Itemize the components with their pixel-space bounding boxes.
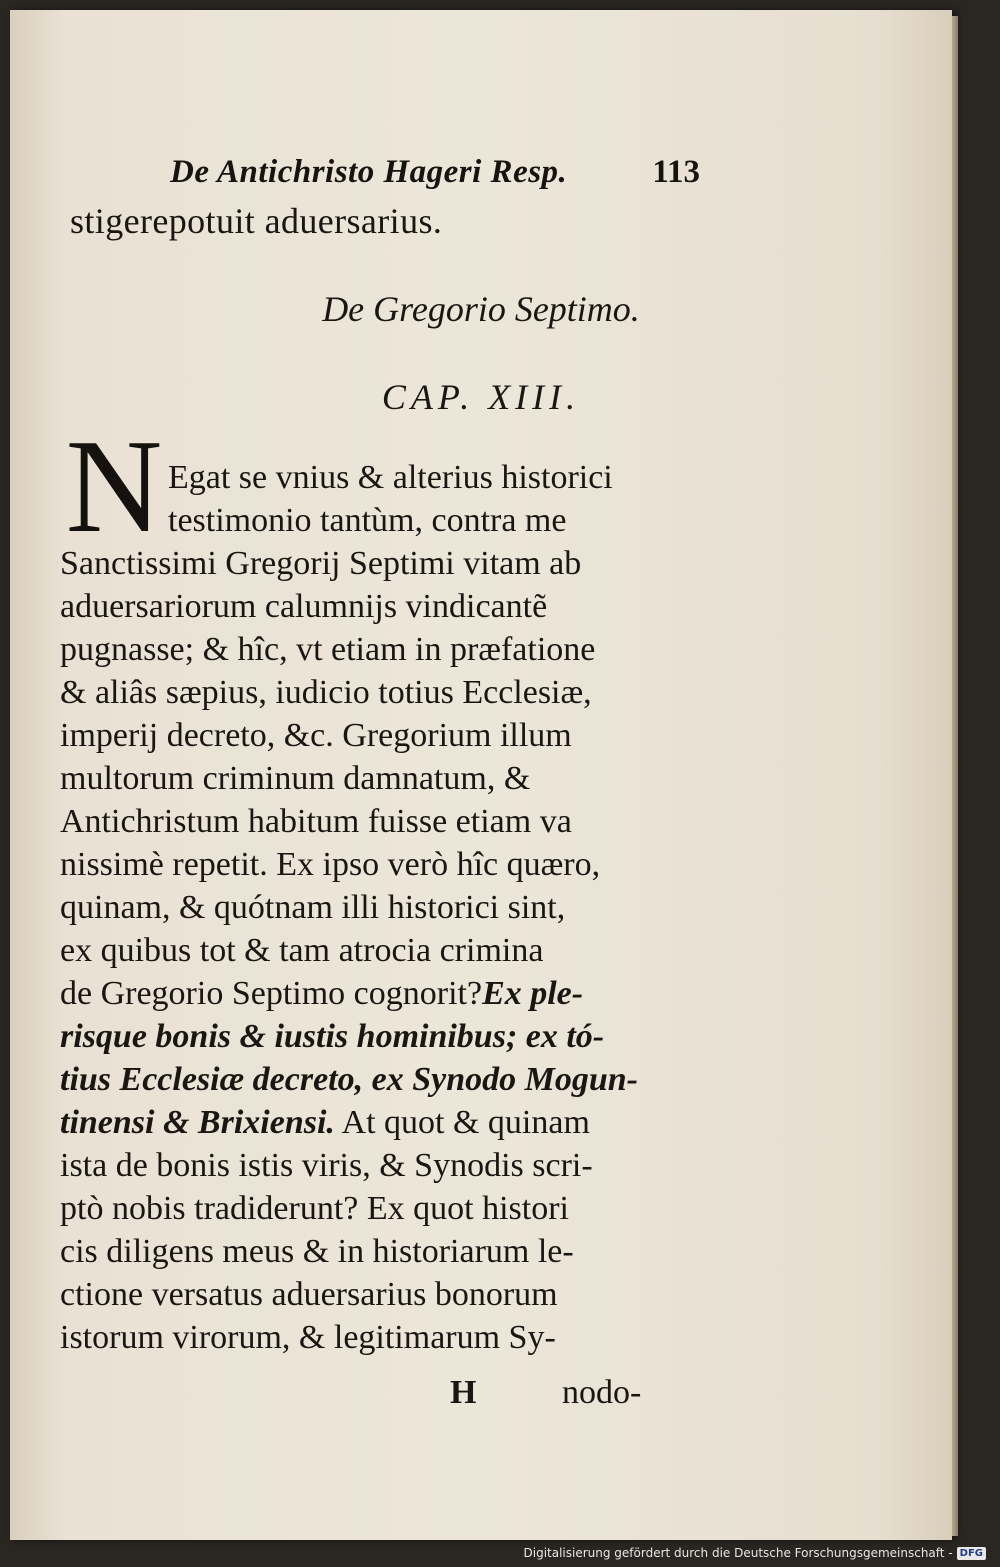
footer-text: Digitalisierung gefördert durch die Deutsche Forschungsgemeinschaft - <box>523 1546 953 1560</box>
text-line: Antichristum habitum fuisse etiam va <box>60 803 572 840</box>
catchword: nodo- <box>562 1374 642 1411</box>
text-line: nissimè repetit. Ex ipso verò hîc quæro, <box>60 846 601 883</box>
text-line: imperij decreto, &c. Gregorium illum <box>60 717 572 754</box>
text-line: Sanctissimi Gregorij Septimi vitam ab <box>60 545 582 582</box>
text-line: multorum criminum damnatum, & <box>60 760 531 797</box>
text-line: risque bonis & iustis hominibus; ex tó- <box>60 1018 605 1055</box>
text-line: Egat se vnius & alterius historici <box>168 459 613 496</box>
signature-mark: H <box>450 1374 477 1411</box>
running-head-title: De Antichristo Hageri Resp. <box>170 154 568 190</box>
chapter-heading: CAP. XIII. <box>381 377 581 417</box>
text-line <box>60 972 680 1015</box>
text-line-roman: At quot & quinam <box>334 1104 590 1141</box>
text-line: istorum virorum, & legitimarum Sy- <box>60 1319 556 1356</box>
book-page <box>10 10 952 1540</box>
text-line-italic: Ex ple- <box>482 975 584 1012</box>
text-line: tius Ecclesiæ decreto, ex Synodo Mogun- <box>60 1061 638 1098</box>
text-line: pugnasse; & hîc, vt etiam in præfatione <box>60 631 596 668</box>
text-line: ctione versatus aduersarius bonorum <box>60 1276 558 1313</box>
text-line: ista de bonis istis viris, & Synodis scri- <box>60 1147 593 1184</box>
text-line: quinam, & quótnam illi historici sint, <box>60 889 566 926</box>
running-head <box>170 150 700 198</box>
page-number: 113 <box>652 154 700 190</box>
text-line: ptò nobis tradiderunt? Ex quot histori <box>60 1190 569 1227</box>
drop-cap: N <box>65 412 163 560</box>
dfg-logo: DFG <box>957 1547 986 1560</box>
text-line: ex quibus tot & tam atrocia crimina <box>60 932 544 969</box>
page-edge <box>952 16 958 1536</box>
continued-line: stigerepotuit aduersarius. <box>70 201 443 241</box>
section-title: De Gregorio Septimo. <box>322 289 640 329</box>
text-line: cis diligens meus & in historiarum le- <box>60 1233 574 1270</box>
text-line: aduersariorum calumnijs vindicantẽ <box>60 588 548 625</box>
text-line: & aliâs sæpius, iudicio totius Ecclesiæ, <box>60 674 592 711</box>
footer-credit <box>524 1543 987 1563</box>
text-line-roman: de Gregorio Septimo cognorit? <box>60 975 483 1012</box>
text-line-italic: tinensi & Brixiensi. <box>60 1104 335 1141</box>
text-line: testimonio tantùm, contra me <box>168 502 567 539</box>
text-line <box>60 1101 680 1144</box>
